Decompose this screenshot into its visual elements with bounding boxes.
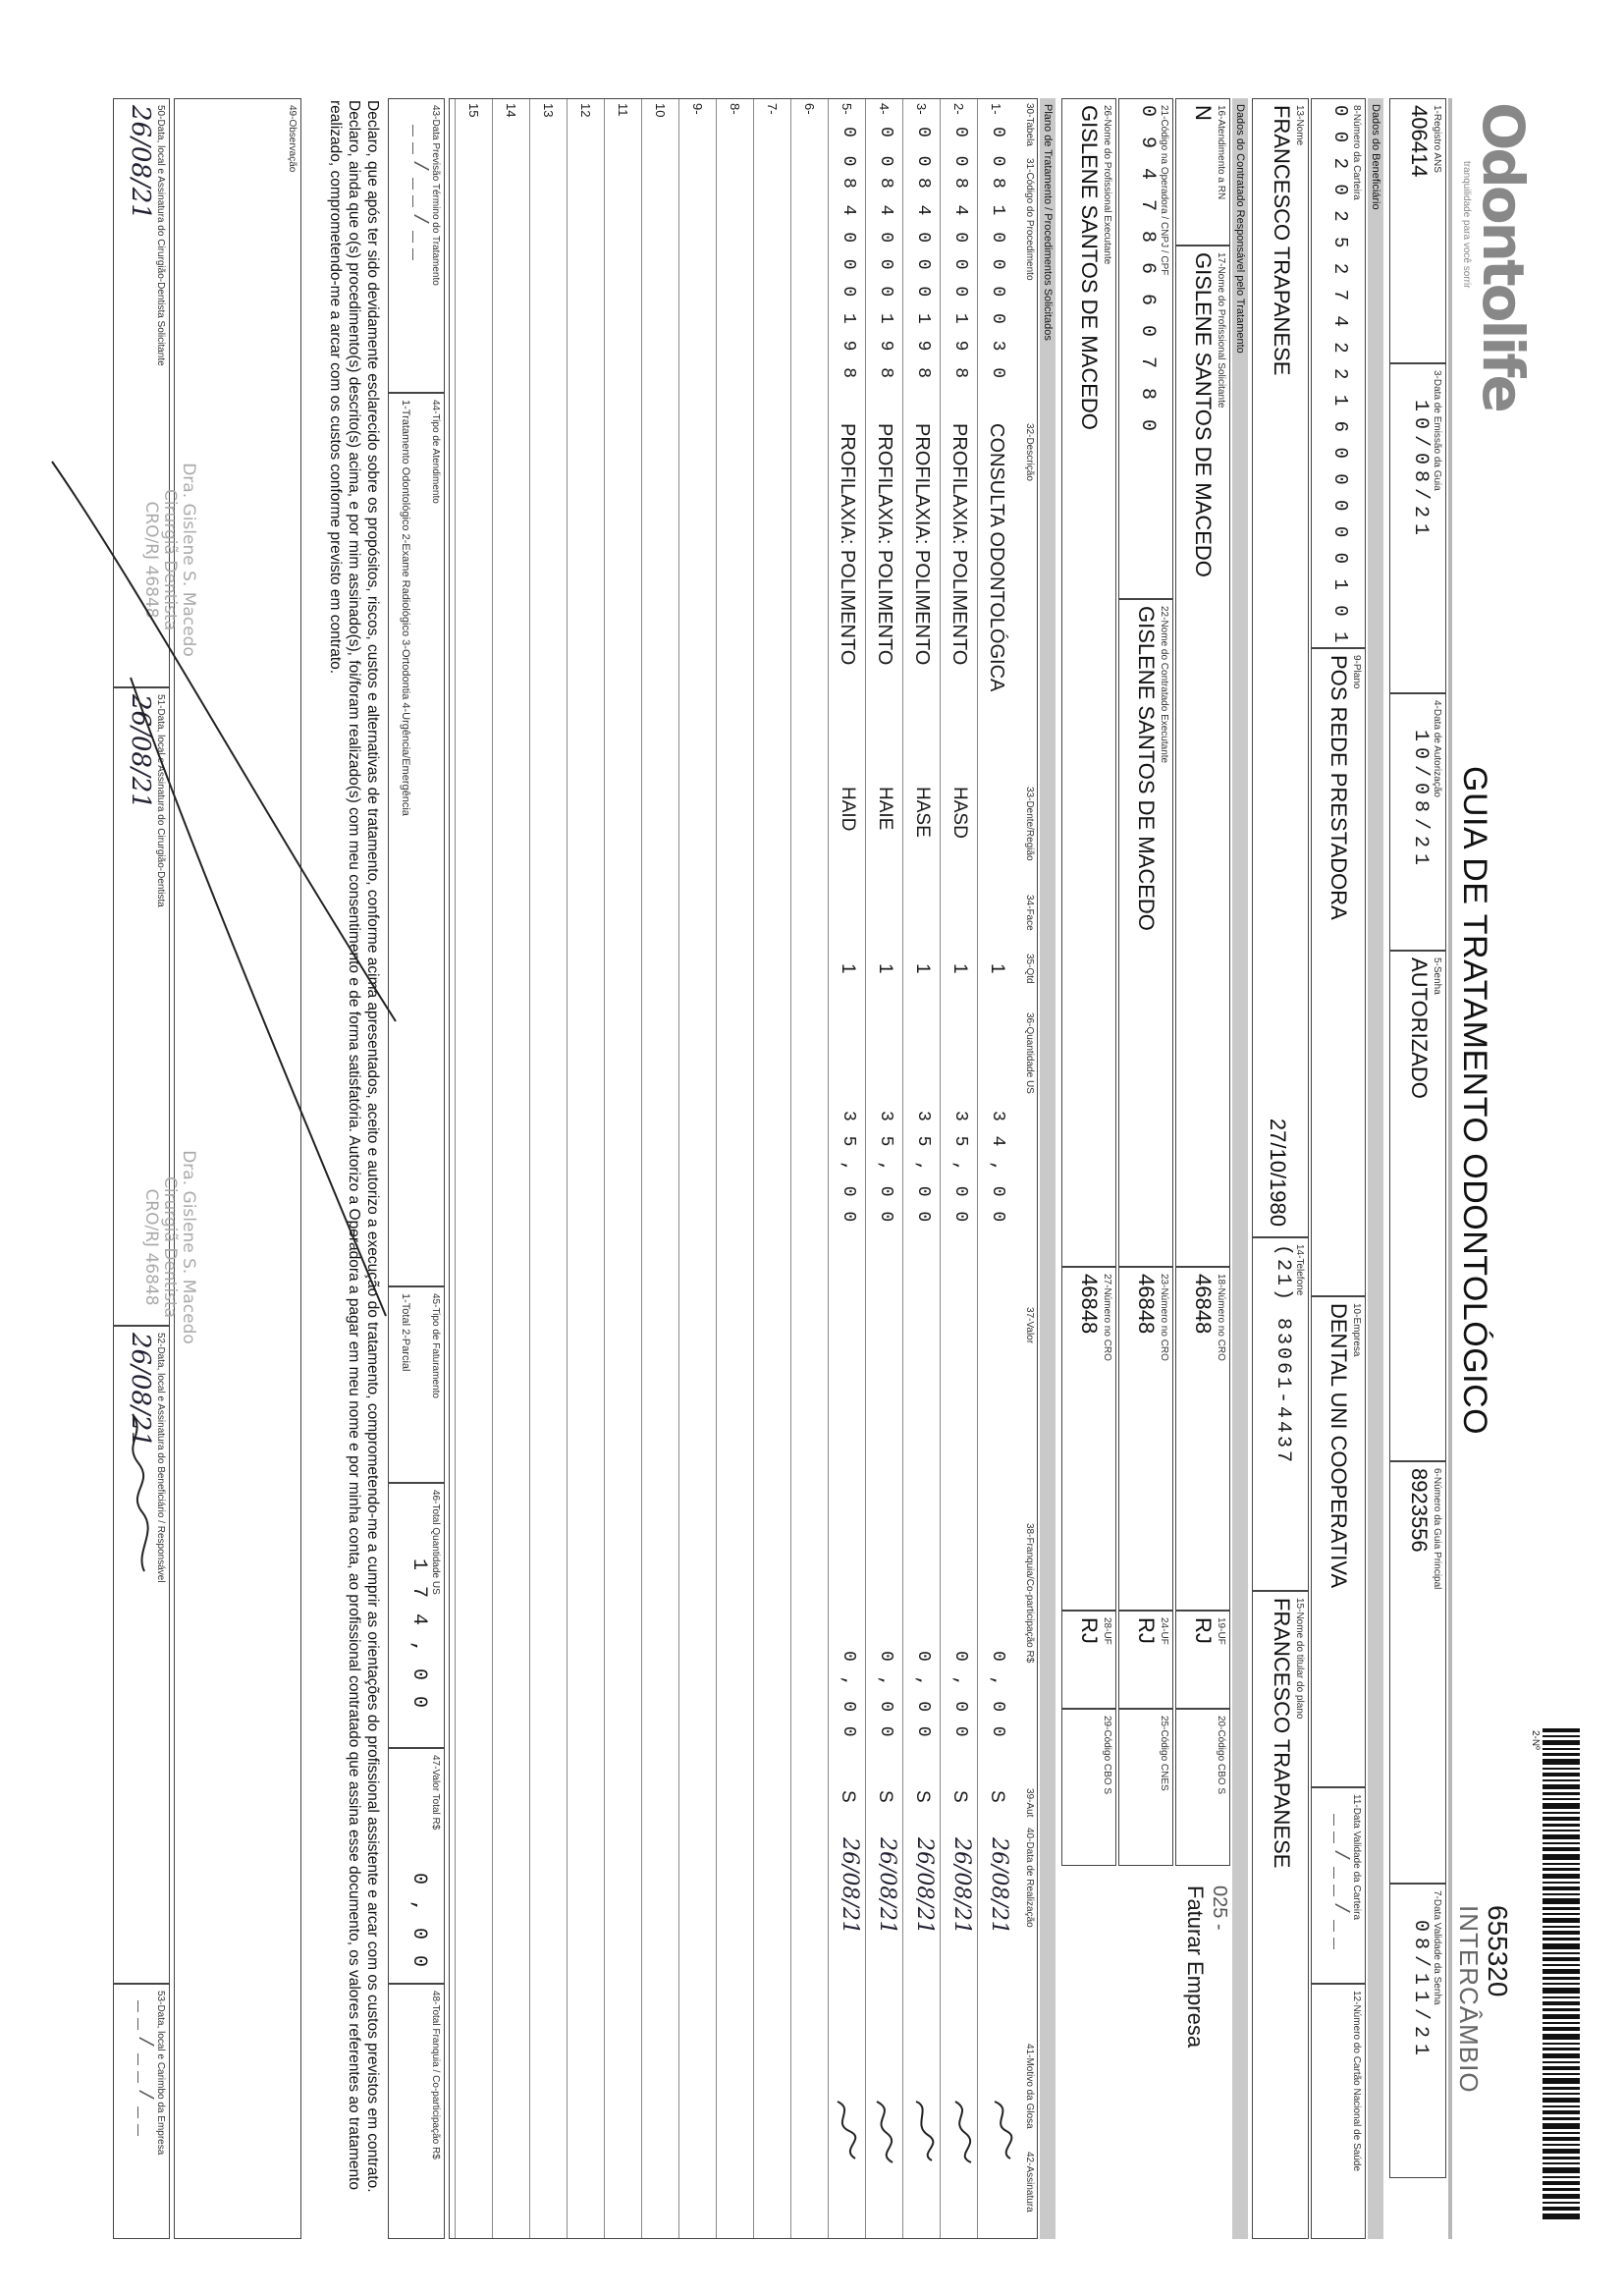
label-empresa: 10-Empresa [1351,1303,1362,1357]
row-codigo: 8 4 0 0 0 1 9 8 [876,178,895,382]
row-dente: HASE [912,787,933,838]
row-tabela: 0 0 [988,127,1007,171]
value-telefone: (21) 83061-4437 [1272,1244,1294,1466]
label-profissional-executante: 26-Nome do Profissional Executante [1102,105,1112,265]
row-number: 9- [690,103,705,115]
col-aut: 39-Aut [1024,1788,1035,1818]
guia-number: 655320 [1483,1905,1513,1997]
row-aut: S [838,1790,858,1803]
label-cro-solicitante: 18-Número no CRO [1216,1274,1226,1361]
value-valor-total: 0 , 0 0 [407,1873,430,1970]
col-us: 36-Quantidade US [1024,1012,1035,1094]
label-atendimento-rn: 16-Atendimento a RN [1216,105,1226,200]
col-tabela: 30-Tabela [1024,103,1035,146]
page-title: GUIA DE TRATAMENTO ODONTOLÓGICO [1456,766,1493,1436]
row-number: 15 [466,103,481,118]
label-data-emissao: 3-Data de Emissão da Guia [1432,370,1442,491]
value-validade-carteira: __/__/__ [1328,1814,1351,1956]
value-senha: AUTORIZADO [1407,957,1432,1099]
label-total-us: 46-Total Quantidade US [430,1490,441,1595]
row-dente: HAIE [875,787,895,831]
handwritten-signatures [23,39,1584,2259]
row-qtd: 1 [949,963,970,974]
row-descricao: PROFILAXIA: POLIMENTO [948,423,970,666]
value-data-nascimento: 27/10/1980 [1266,1118,1290,1227]
value-cro-executante: 46848 [1077,1274,1102,1335]
value-carimbo-empresa: __/__/__ [133,2000,155,2143]
label-data-autorizacao: 4-Data de Autorização [1432,700,1442,797]
value-cro-solicitante: 46848 [1191,1274,1216,1335]
value-profissional-executante: GISLENE SANTOS DE MACEDO [1077,105,1102,430]
row-number: 5- [839,103,854,115]
stamp2-line2: Cirurgiã Dentista [160,1175,180,1319]
value-nome: FRANCESCO TRAPANESE [1270,105,1294,376]
col-qtd: 35-Qtd [1024,954,1035,984]
value-plano: POS REDE PRESTADORA [1326,655,1351,920]
row-descricao: PROFILAXIA: POLIMENTO [874,423,895,666]
stamp1-line2: Cirurgiã Dentista [160,488,180,631]
label-tipo-faturamento: 45-Tipo de Faturamento [430,1293,441,1398]
label-cartao-nacional: 12-Número do Cartão Nacional de Saúde [1351,1991,1362,2171]
row-data-realizacao: 26/08/21 [987,1837,1011,1935]
col-dente: 33-Dente/Região [1024,787,1035,861]
row-franquia: 0 , 0 0 [950,1651,970,1739]
options-tipo-faturamento: 1-Total 2-Parcial [400,1293,411,1372]
row-data-realizacao: 26/08/21 [912,1837,937,1935]
col-face: 34-Face [1024,895,1035,931]
label-total-franquia: 48-Total Franquia / Co-participação R$ [430,1991,441,2159]
row-franquia: 0 , 0 0 [913,1651,933,1739]
label-profissional-solicitante: 17-Nome do Profissional Solicitante [1216,252,1226,409]
row-quantidade-us: 3 5 , 0 0 [950,1111,970,1225]
label-carimbo-empresa: 53-Data, local e Carimbo da Empresa [155,1991,166,2156]
label-numero-carteira: 8-Número da Carteira [1351,105,1362,200]
section-plano-tratamento: Plano de Tratamento / Procedimentos Solicitados [1040,98,1056,2239]
value-validade-senha: 08/11/21 [1409,1920,1432,2062]
row-tabela: 0 0 [913,127,933,171]
stamp2-line1: Dra. Gislene S. Macedo [179,1150,198,1344]
row-quantidade-us: 3 5 , 0 0 [839,1111,858,1225]
label-tipo-atendimento: 44-Tipo de Atendimento [430,400,441,504]
label-contratado-executante: 22-Nome do Contratado Executante [1159,606,1169,764]
row-number: 6- [802,103,817,115]
label-senha: 5-Senha [1432,957,1442,995]
row-dente: HASD [949,787,970,839]
label-cnes: 25-Código CNES [1159,1716,1169,1791]
faturar-empresa: Faturar Empresa [1183,1886,1208,2049]
row-tabela: 0 0 [876,127,895,171]
value-atendimento-rn: N [1191,105,1216,121]
label-telefone: 14-Telefone [1294,1244,1305,1296]
row-number: 10 [653,103,668,118]
row-codigo: 8 4 0 0 0 1 9 8 [950,178,970,382]
value-contratado-executante: GISLENE SANTOS DE MACEDO [1134,606,1159,931]
label-cbo-executante: 29-Código CBO S [1102,1716,1112,1795]
logo-tagline: tranquilidade para você sorrir [1461,161,1472,289]
label-uf-executante: 28-UF [1102,1617,1112,1645]
row-number: 14 [504,103,518,118]
label-previsao-termino: 43-Data Previsão Término do Tratamento [430,105,441,286]
label-nome: 13-Nome [1294,105,1305,146]
row-number: 7- [765,103,780,115]
value-guia-principal: 8923556 [1407,1468,1432,1553]
value-data-autorizacao: 10/08/21 [1409,730,1432,872]
value-cro-contratado: 46848 [1134,1274,1159,1335]
value-uf-solicitante: RJ [1191,1617,1216,1644]
col-franquia: 38-Franquia/Co-participação R$ [1024,1523,1035,1664]
value-data-emissao: 10/08/21 [1409,400,1432,542]
row-number: 12 [578,103,593,118]
value-registro-ans: 406414 [1407,105,1432,178]
row-descricao: PROFILAXIA: POLIMENTO [837,423,858,666]
col-descricao: 32-Descrição [1024,423,1035,481]
row-data-realizacao: 26/08/21 [875,1837,899,1935]
row-franquia: 0 , 0 0 [988,1651,1007,1739]
row-aut: S [912,1790,933,1803]
value-numero-carteira: 0 0 2 0 2 5 2 7 4 2 2 1 6 0 0 0 0 0 1 0 1 [1329,105,1351,645]
row-codigo: 8 1 0 0 0 0 3 0 [988,178,1007,382]
row-dente: HAID [838,787,858,832]
value-uf-executante: RJ [1077,1617,1102,1644]
label-cbo-solicitante: 20-Código CBO S [1216,1716,1226,1795]
row-franquia: 0 , 0 0 [839,1651,858,1739]
rotated-form-page [23,39,1584,2259]
row-number: 8- [728,103,742,115]
intercambio-tag: INTERCÂMBIO [1454,1905,1484,2094]
col-valor: 37-Valor [1024,1307,1035,1344]
row-franquia: 0 , 0 0 [876,1651,895,1739]
value-uf-contratado: RJ [1134,1617,1159,1644]
label-uf-solicitante: 19-UF [1216,1617,1226,1645]
logo-wordmark: Odontolife [1470,102,1537,410]
label-registro-ans: 1-Registro ANS [1432,105,1442,173]
label-validade-carteira: 11-Data Validade da Carteira [1351,1794,1362,1921]
row-number: 4- [877,103,892,115]
guia-number-label: 2-Nº [1530,1730,1541,1750]
row-tabela: 0 0 [950,127,970,171]
value-total-us: 1 7 4 , 0 0 [407,1558,430,1711]
row-codigo: 8 4 0 0 0 1 9 8 [913,178,933,382]
row-descricao: PROFILAXIA: POLIMENTO [911,423,933,666]
row-tabela: 0 0 [839,127,858,171]
label-plano: 9-Plano [1351,655,1362,689]
value-previsao-termino: __/__/__ [407,125,430,267]
label-cro-executante: 27-Número no CRO [1102,1274,1112,1361]
value-assinatura-solicitante-data: 26/08/21 [126,105,155,220]
row-qtd: 1 [875,963,895,974]
row-qtd: 1 [838,963,858,974]
row-data-realizacao: 26/08/21 [949,1837,974,1935]
stamp1-line3: CRO/RJ 46848 [141,501,161,619]
label-codigo-operadora: 21-Código na Operadora / CNPJ / CPF [1159,105,1169,276]
label-assinatura-beneficiario: 52-Data, local e Assinatura do Beneficiário / Responsável [155,1333,166,1583]
row-number: 11 [616,103,630,117]
declaration-text: Declaro, que após ter sido devidamente esclarecido sobre os propósitos, riscos, custos e alternativas de tratamento, conforme acima apresentados, aceito e autorizo a execução do tratamento, comprometendo-me a cumprir as orientações do profissional assistente e arcar com os custos previstos em contrato. Declaro, ainda que o(s) procedimento(s) descrito(s) acima, e por mim assinado(s), foi/foram realizado(s) com meu consentimento e de forma satisfatória. Autorizo a Operadora a pagar em meu nome e por minha conta, ao profissional contratado que assina esse documento, os valores referentes ao tratamento realizado, comprometendo-me a arcar com os custos conforme previsto em contrato. [327,100,381,2193]
row-aut: S [949,1790,970,1803]
options-tipo-atendimento: 1-Tratamento Odontológico 2-Exame Radiológico 3-Ortodontia 4-Urgência/Emergência [400,400,411,816]
label-titular-plano: 15-Nome do titular do plano [1294,1598,1305,1720]
row-quantidade-us: 3 5 , 0 0 [876,1111,895,1225]
label-validade-senha: 7-Data Validade da Senha [1432,1890,1442,2005]
row-codigo: 8 4 0 0 0 1 9 8 [839,178,858,382]
row-aut: S [987,1790,1007,1803]
value-empresa: DENTAL UNI COOPERATIVA [1326,1303,1351,1589]
row-number: 2- [951,103,966,115]
col-motivo-glosa: 41-Motivo da Glosa [1024,2044,1035,2129]
value-assinatura-beneficiario-data: 26/08/21 [126,1333,155,1448]
row-quantidade-us: 3 5 , 0 0 [913,1111,933,1225]
stamp2-line3: CRO/RJ 46848 [141,1188,161,1306]
value-profissional-solicitante: GISLENE SANTOS DE MACEDO [1191,252,1216,577]
value-titular-plano: FRANCESCO TRAPANESE [1270,1598,1294,1869]
row-qtd: 1 [987,963,1007,974]
value-assinatura-dentista-data: 26/08/21 [126,694,155,809]
section-contratado: Dados do Contratado Responsável pelo Tratamento [1232,98,1248,2239]
col-assinatura: 42-Assinatura [1024,2152,1035,2213]
row-number: 3- [914,103,929,115]
section-beneficiario: Dados do Beneficiário [1368,98,1383,2239]
row-quantidade-us: 3 4 , 0 0 [988,1111,1007,1225]
value-codigo-operadora: 0 9 4 7 8 6 6 0 7 8 0 [1136,105,1159,436]
row-aut: S [875,1790,895,1803]
label-uf-contratado: 24-UF [1159,1617,1169,1645]
faturar-code: 025 - [1209,1886,1230,1931]
label-guia-principal: 6-Número da Guia Principal [1432,1468,1442,1590]
col-codigo: 31-Código do Procedimento [1024,158,1035,281]
col-data-realizacao: 40-Data de Realização [1024,1828,1035,1928]
row-data-realizacao: 26/08/21 [838,1837,862,1935]
label-cro-contratado: 23-Número no CRO [1159,1274,1169,1361]
row-number: 13 [541,103,556,118]
label-assinatura-dentista: 51-Data, local e Assinatura do Cirurgião-Dentista [155,694,166,907]
row-qtd: 1 [912,963,933,974]
label-assinatura-solicitante: 50-Data, local e Assinatura do Cirurgião-Dentista Solicitante [155,105,166,366]
row-descricao: CONSULTA ODONTOLÓGICA [986,423,1007,692]
label-observacao: 49-Observação [287,105,298,173]
row-number: 1- [989,103,1003,115]
label-valor-total: 47-Valor Total R$ [430,1755,441,1831]
stamp1-line1: Dra. Gislene S. Macedo [179,463,198,657]
